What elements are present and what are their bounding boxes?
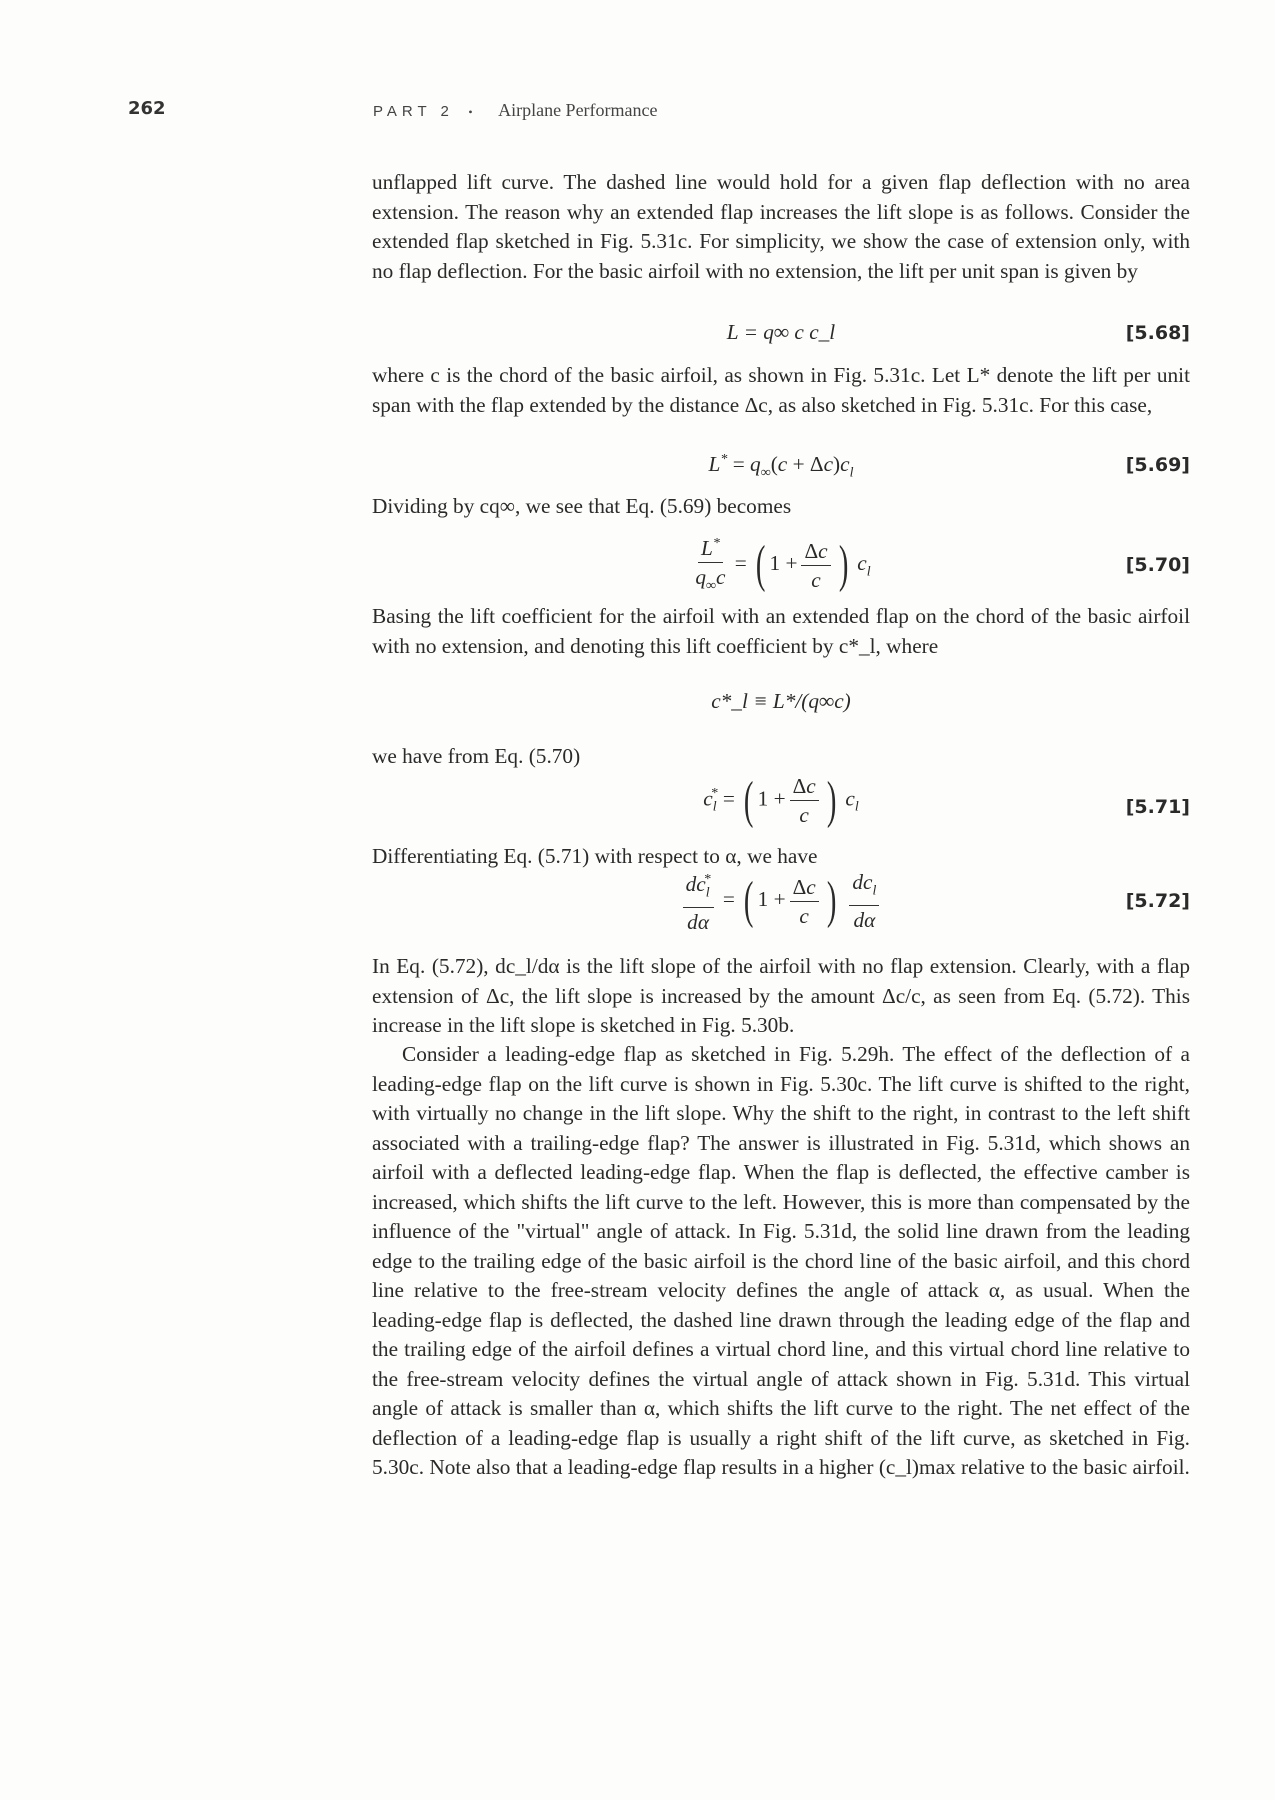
p2-text: where c is the chord of the basic airfoil, as shown in Fig. 5.31c. Let L* denote the lift per unit span with the flap extended by the distance Δc, as also sketched in Fig. 5.31c. For this case, (372, 363, 1190, 417)
equation-number: [5.68] (1125, 322, 1190, 344)
page-number: 262 (128, 98, 166, 119)
equation-number: [5.71] (1125, 796, 1190, 818)
paragraph-5 (372, 742, 1190, 772)
p8-text: Consider a leading-edge flap as sketched in Fig. 5.29h. The effect of the deflection of a leading-edge flap on the lift curve is shown in Fig. 5.30c. The lift curve is shifted to the right, with virtually no change in the lift slope. Why the shift to the right, in contrast to the left shift associated with a trailing-edge flap? The answer is illustrated in Fig. 5.31d, which shows an airfoil with a deflected leading-edge flap. When the flap is deflected, the effective camber is increased, which shifts the lift curve to the left. However, this is more than compensated by the influence of the "virtual" angle of attack. In Fig. 5.31d, the solid line drawn from the leading edge to the trailing edge of the basic airfoil is the chord line of the basic airfoil, and this chord line relative to the free-stream velocity defines the angle of attack α, as usual. When the leading-edge flap is deflected, the dashed line drawn through the leading edge of the flap and the trailing edge of the airfoil defines a virtual chord line, and this virtual chord line relative to the free-stream velocity defines the virtual angle of attack shown in Fig. 5.31d. This virtual angle of attack is smaller than α, which shifts the lift curve to the right. The net effect of the deflection of a leading-edge flap is usually a right shift of the lift curve, as sketched in Fig. 5.30c. Note also that a leading-edge flap results in a higher (c_l)max relative to the basic airfoil. (372, 1042, 1190, 1479)
equation-body: $c_l^*$ = ( 1 + $\frac{\Delta c}{c}$ ) $c_l$ (703, 771, 859, 829)
equation-5-72 (372, 866, 1190, 936)
p7-text: In Eq. (5.72), dc_l/dα is the lift slope of the airfoil with no flap extension. Clearly, with a flap extension of Δc, the lift slope is increased by the amount Δc/c, as seen from Eq. (5.72). This increase in the lift slope is sketched in Fig. 5.30b. (372, 954, 1190, 1037)
paragraph-3 (372, 492, 1190, 522)
p3-text: Dividing by cq∞, we see that Eq. (5.69) becomes (372, 494, 792, 518)
equation-body: c*_l ≡ L*/(q∞c) (711, 689, 851, 713)
paragraph-1 (372, 168, 1190, 286)
equation-5-70 (372, 530, 1190, 600)
paragraph-7 (372, 952, 1190, 1041)
equation-5-71 (372, 772, 1190, 842)
equation-cl-star-definition (372, 685, 1190, 735)
equation-number: [5.70] (1125, 554, 1190, 576)
equation-body: L = q∞ c c_l (726, 320, 836, 344)
equation-number: [5.69] (1125, 454, 1190, 476)
paragraph-4 (372, 602, 1190, 661)
equation-body: $L^* = q_\infty(c + \Delta c)c_l$ (708, 452, 854, 481)
paragraph-2 (372, 361, 1190, 420)
equation-body: $\frac{dc_l^*}{d\alpha}$ = ( 1 + $\frac{\Delta c}{c}$ ) $\frac{dc_l}{d\alpha}$ (372, 866, 1190, 936)
chapter-title: Airplane Performance (498, 100, 658, 120)
running-header (373, 100, 658, 121)
p6-text: Differentiating Eq. (5.71) with respect to α, we have (372, 844, 818, 868)
equation-number: [5.72] (1125, 890, 1190, 912)
header-separator: • (468, 105, 473, 119)
p1-text: unflapped lift curve. The dashed line would hold for a given flap deflection with no area extension. The reason why an extended flap increases the lift slope is as follows. Consider the extended flap sketched in Fig. 5.31c. For simplicity, we show the case of extension only, with no flap deflection. For the basic airfoil with no extension, the lift per unit span is given by (372, 170, 1190, 283)
part-label: PART 2 (373, 103, 454, 120)
equation-body: $\frac{L^*}{q_\infty c}$ = ( 1 + $\frac{\Delta c}{c}$ ) $c_l$ (372, 530, 1190, 600)
p4-text: Basing the lift coefficient for the airfoil with an extended flap on the chord of the basic airfoil with no extension, and denoting this lift coefficient by c*_l, where (372, 604, 1190, 658)
paragraph-8 (372, 1040, 1190, 1483)
p5-text: we have from Eq. (5.70) (372, 744, 581, 768)
